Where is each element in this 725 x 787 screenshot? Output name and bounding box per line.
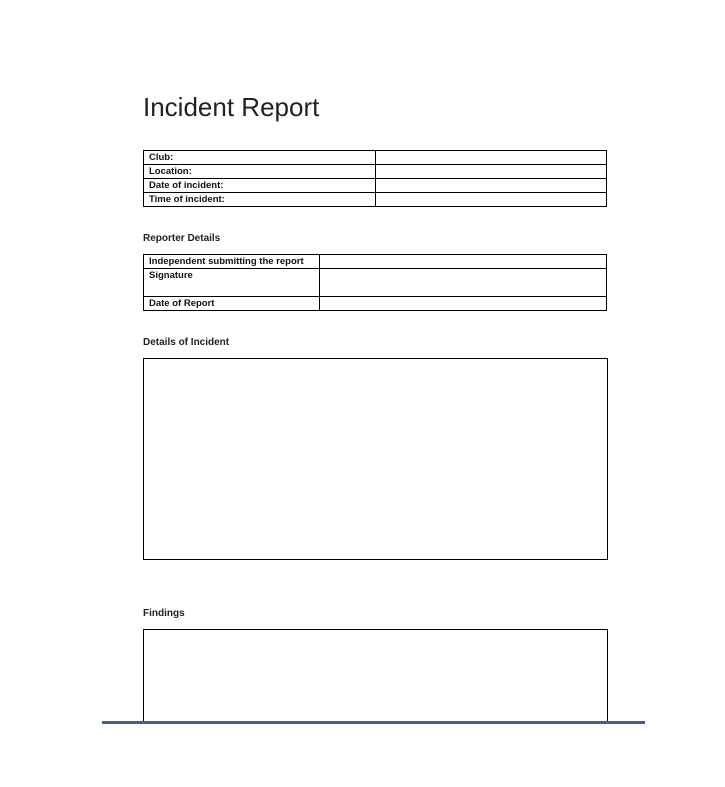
reporter-name-label: Independent submitting the report	[144, 255, 320, 269]
date-of-incident-label: Date of incident:	[144, 179, 376, 193]
reporter-details-table	[143, 254, 607, 311]
findings-box[interactable]	[143, 629, 608, 724]
club-info-table	[143, 150, 607, 207]
details-of-incident-heading: Details of Incident	[143, 337, 230, 348]
time-of-incident-field[interactable]	[376, 193, 607, 207]
findings-heading: Findings	[143, 608, 185, 619]
location-label: Location:	[144, 165, 376, 179]
page-title: Incident Report	[143, 92, 320, 122]
table-row	[144, 151, 607, 165]
time-of-incident-label: Time of incident:	[144, 193, 376, 207]
date-of-report-field[interactable]	[320, 297, 607, 311]
date-of-incident-field[interactable]	[376, 179, 607, 193]
club-field[interactable]	[376, 151, 607, 165]
table-row	[144, 297, 607, 311]
date-of-report-label: Date of Report	[144, 297, 320, 311]
table-row	[144, 179, 607, 193]
table-row	[144, 193, 607, 207]
location-field[interactable]	[376, 165, 607, 179]
footer-rule	[102, 721, 645, 724]
table-row	[144, 165, 607, 179]
signature-label: Signature	[144, 269, 320, 297]
club-label: Club:	[144, 151, 376, 165]
table-row	[144, 269, 607, 297]
reporter-details-heading: Reporter Details	[143, 233, 221, 244]
table-row	[144, 255, 607, 269]
signature-field[interactable]	[320, 269, 607, 297]
reporter-name-field[interactable]	[320, 255, 607, 269]
details-of-incident-box[interactable]	[143, 358, 608, 560]
